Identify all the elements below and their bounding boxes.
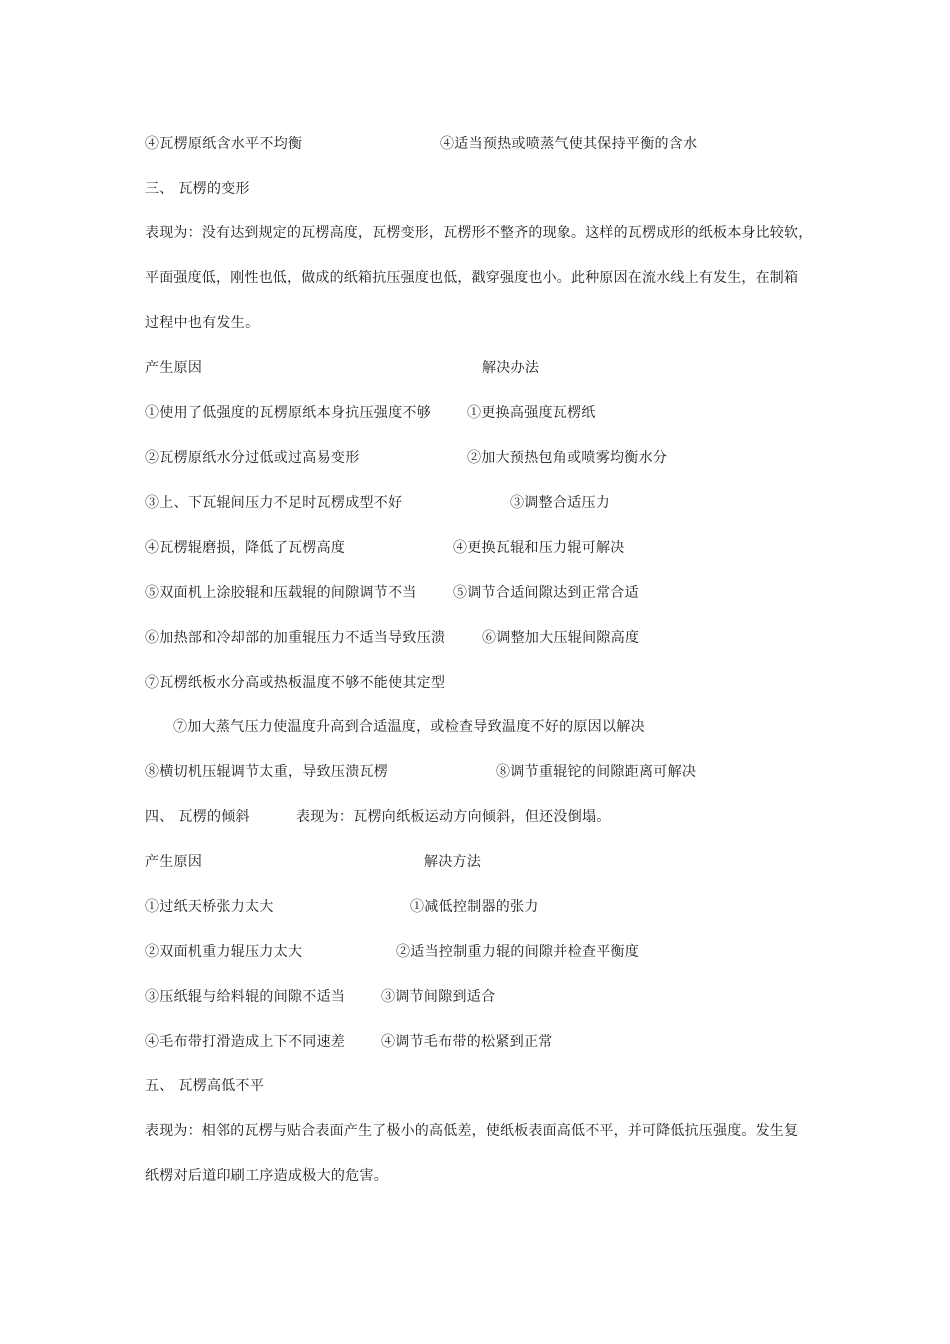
prev-fix-4: ④适当预热或喷蒸气使其保持平衡的含水 (440, 136, 698, 152)
section-3-cause-5: ⑤双面机上涂胶辊和压载辊的间隙调节不当 (145, 585, 417, 601)
section-3-fix-7: ⑦加大蒸气压力使温度升高到合适温度，或检查导致温度不好的原因以解决 (173, 719, 645, 735)
section-5-desc-line-1: 表现为：相邻的瓦楞与贴合表面产生了极小的高低差，使纸板表面高低不平，并可降低抗压强度。发生复 (145, 1123, 799, 1139)
section-3-cause-8: ⑧横切机压辊调节太重，导致压溃瓦楞 (145, 764, 389, 780)
section-4-cause-header: 产生原因 (145, 854, 203, 870)
section-4-cause-3: ③压纸辊与给料辊的间隙不适当 (145, 989, 346, 1005)
section-3-cause-3: ③上、下瓦辊间压力不足时瓦楞成型不好 (145, 495, 403, 511)
section-4-desc: 表现为：瓦楞向纸板运动方向倾斜，但还没倒塌。 (296, 809, 611, 825)
section-3-fix-8: ⑧调节重辊铊的间隙距离可解决 (496, 764, 697, 780)
section-4-cause-2: ②双面机重力辊压力太大 (145, 944, 303, 960)
section-3-fix-header: 解决办法 (482, 360, 540, 376)
section-3-cause-header: 产生原因 (145, 360, 203, 376)
section-4-cause-4: ④毛布带打滑造成上下不同速差 (145, 1034, 346, 1050)
section-3-fix-2: ②加大预热包角或喷雾均衡水分 (467, 450, 668, 466)
section-3-desc-line-3: 过程中也有发生。 (145, 315, 260, 331)
section-3-desc-line-1: 表现为：没有达到规定的瓦楞高度，瓦楞变形，瓦楞形不整齐的现象。这样的瓦楞成形的纸板本身比较软， (145, 225, 813, 241)
section-3-desc-line-2: 平面强度低，刚性也低，做成的纸箱抗压强度也低，戳穿强度也小。此种原因在流水线上有发生，在制箱 (145, 270, 799, 286)
section-3-fix-1: ①更换高强度瓦楞纸 (467, 405, 596, 421)
section-4-fix-3: ③调节间隙到适合 (381, 989, 496, 1005)
prev-cause-4: ④瓦楞原纸含水平不均衡 (145, 136, 303, 152)
section-3-cause-1: ①使用了低强度的瓦楞原纸本身抗压强度不够 (145, 405, 431, 421)
section-4-fix-header: 解决方法 (424, 854, 482, 870)
section-3-fix-3: ③调整合适压力 (510, 495, 611, 511)
section-3-cause-7: ⑦瓦楞纸板水分高或热板温度不够不能使其定型 (145, 675, 446, 691)
section-3-cause-2: ②瓦楞原纸水分过低或过高易变形 (145, 450, 360, 466)
section-4-fix-4: ④调节毛布带的松紧到正常 (381, 1034, 553, 1050)
section-4-heading: 四、 瓦楞的倾斜 (145, 809, 250, 825)
section-3-heading: 三、 瓦楞的变形 (145, 181, 250, 197)
section-4-fix-2: ②适当控制重力辊的间隙并检查平衡度 (396, 944, 640, 960)
section-3-fix-4: ④更换瓦辊和压力辊可解决 (453, 540, 625, 556)
section-5-heading: 五、 瓦楞高低不平 (145, 1078, 265, 1094)
section-3-cause-6: ⑥加热部和冷却部的加重辊压力不适当导致压溃 (145, 630, 446, 646)
section-4-fix-1: ①减低控制器的张力 (410, 899, 539, 915)
section-4-cause-1: ①过纸天桥张力太大 (145, 899, 274, 915)
section-5-desc-line-2: 纸楞对后道印刷工序造成极大的危害。 (145, 1168, 389, 1184)
section-3-cause-4: ④瓦楞辊磨损，降低了瓦楞高度 (145, 540, 346, 556)
section-3-fix-6: ⑥调整加大压辊间隙高度 (482, 630, 640, 646)
section-3-fix-5: ⑤调节合适间隙达到正常合适 (453, 585, 639, 601)
